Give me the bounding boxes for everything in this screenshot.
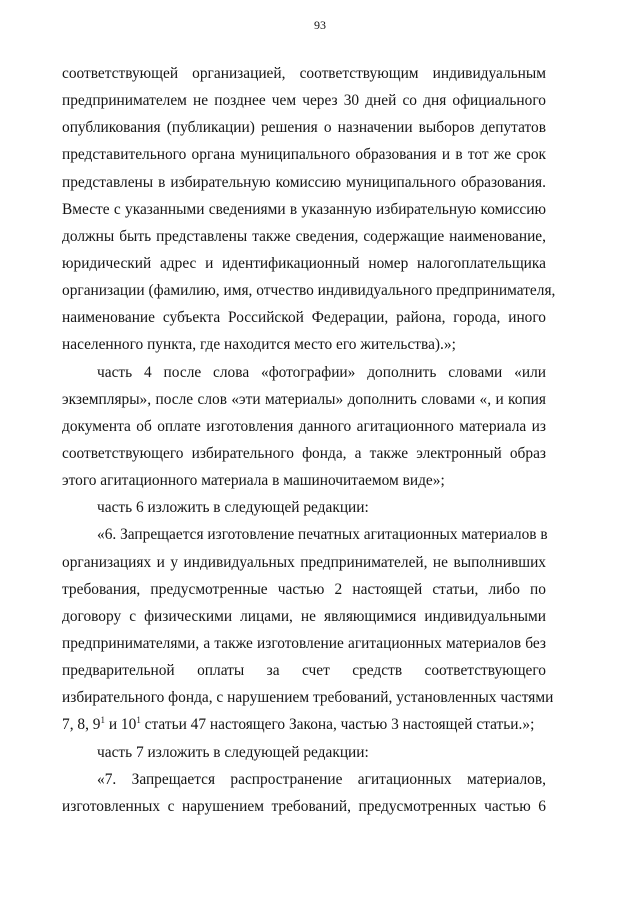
- text-line: предпринимателем не позднее чем через 30 дней со дня официального: [62, 92, 546, 110]
- text-line: часть 7 изложить в следующей редакции:: [97, 743, 369, 761]
- text-fragment: статьи 47 настоящего Закона, частью 3 настоящей статьи.»;: [140, 716, 535, 734]
- text-line: соответствующей организацией, соответствующим индивидуальным: [62, 65, 546, 82]
- text-line: Вместе с указанными сведениями в указанную избирательную комиссию: [62, 200, 546, 218]
- text-line: населенного пункта, где находится место его жительства).»;: [62, 336, 456, 354]
- text-line: документа об оплате изготовления данного агитационного материала из: [62, 417, 546, 435]
- document-body: [62, 60, 556, 820]
- text-line: изготовленных с нарушением требований, предусмотренных частью 6: [62, 797, 546, 815]
- text-line: этого агитационного материала в машиночитаемом виде»;: [62, 472, 445, 490]
- text-line: избирательного фонда, с нарушением требований, установленных частями: [62, 689, 554, 707]
- text-line: опубликования (публикации) решения о назначении выборов депутатов: [62, 119, 546, 137]
- text-line: предпринимателями, а также изготовление агитационных материалов без: [62, 634, 546, 652]
- text-line: представлены в избирательную комиссию муниципального образования.: [62, 173, 546, 191]
- superscript: 1: [136, 715, 141, 726]
- text-line: часть 4 после слова «фотографии» дополнить словами «или: [97, 363, 546, 381]
- text-line: часть 6 изложить в следующей редакции:: [97, 499, 369, 517]
- text-line: «6. Запрещается изготовление печатных агитационных материалов в: [97, 526, 548, 544]
- text-line-with-superscripts: [62, 711, 546, 738]
- text-fragment: 7, 8, 9: [62, 716, 101, 734]
- text-line: организациях и у индивидуальных предпринимателей, не выполнивших: [62, 553, 546, 571]
- text-line: должны быть представлены также сведения, содержащие наименование,: [62, 227, 546, 245]
- text-line: представительного органа муниципального образования и в тот же срок: [62, 146, 546, 164]
- text-line: предварительной оплаты за счет средств соответствующего: [62, 662, 546, 680]
- text-line: требования, предусмотренные частью 2 настоящей статьи, либо по: [62, 580, 546, 598]
- text-line: наименование субъекта Российской Федерации, района, города, иного: [62, 309, 546, 327]
- superscript: 1: [100, 715, 105, 726]
- text-fragment: и 10: [104, 716, 137, 734]
- text-line: «7. Запрещается распространение агитационных материалов,: [97, 770, 546, 788]
- page-number: 93: [314, 18, 326, 32]
- text-line: организации (фамилию, имя, отчество индивидуального предпринимателя,: [62, 282, 556, 300]
- text-line: договору с физическими лицами, не являющимися индивидуальными: [62, 607, 546, 625]
- text-line: юридический адрес и идентификационный номер налогоплательщика: [62, 254, 546, 272]
- text-line: экземпляры», после слов «эти материалы» дополнить словами «, и копия: [62, 390, 546, 408]
- text-line: соответствующего избирательного фонда, а также электронный образ: [62, 444, 546, 462]
